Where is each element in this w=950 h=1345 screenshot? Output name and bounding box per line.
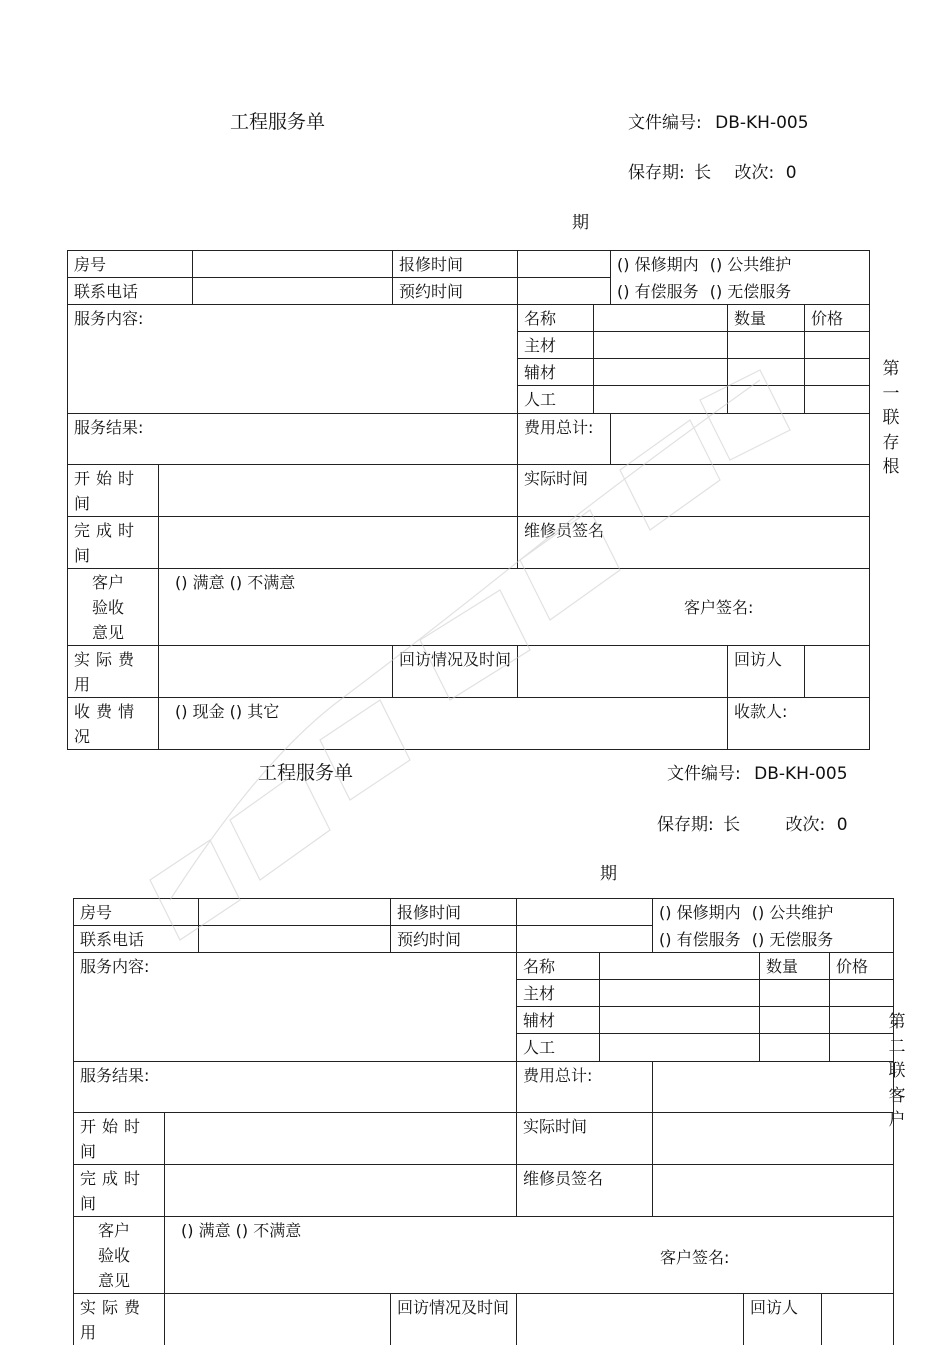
customer-sign-label: 客户签名:	[684, 598, 754, 617]
form2-table	[73, 898, 894, 1345]
service-content-label[interactable]: 服务内容:	[74, 953, 517, 1062]
material-aux-price[interactable]	[805, 359, 870, 386]
actual-fee-value[interactable]	[165, 1294, 391, 1345]
labor-qty[interactable]	[728, 386, 805, 414]
qty-label: 数量	[760, 953, 830, 980]
form1-side-label	[879, 357, 903, 480]
form1-table	[67, 250, 870, 750]
start-time-label: 开始时间	[68, 465, 159, 517]
actual-time-value[interactable]	[653, 1113, 894, 1165]
acceptance-line: 验收	[98, 1246, 131, 1265]
labor-qty[interactable]	[760, 1034, 830, 1062]
material-main-qty[interactable]	[760, 980, 830, 1007]
acceptance-line: 验收	[92, 598, 125, 617]
acceptance-area	[159, 569, 870, 646]
start-time-label: 开始时间	[74, 1113, 165, 1165]
revisitor-value[interactable]	[805, 646, 870, 698]
material-main-qty[interactable]	[728, 332, 805, 359]
option-warranty[interactable]: () 保修期内	[617, 255, 699, 274]
labor-label: 人工	[518, 386, 594, 414]
room-value[interactable]	[199, 899, 391, 926]
total-fee-value[interactable]	[653, 1062, 894, 1113]
room-value[interactable]	[193, 251, 393, 278]
name-label: 名称	[518, 305, 594, 332]
file-no-value: DB-KH-005	[715, 113, 809, 133]
option-warranty[interactable]: () 保修期内	[659, 903, 741, 922]
labor-name[interactable]	[594, 386, 728, 414]
material-aux-price[interactable]	[830, 1007, 894, 1034]
appointment-label: 预约时间	[393, 278, 518, 305]
name-header-blank	[594, 305, 728, 332]
finish-time-label: 完成时间	[68, 517, 159, 569]
side-char: 第	[888, 1012, 906, 1032]
price-label: 价格	[805, 305, 870, 332]
revision-value: 0	[785, 163, 797, 183]
labor-price[interactable]	[805, 386, 870, 414]
acceptance-line: 客户	[92, 573, 125, 592]
start-time-value[interactable]	[159, 465, 518, 517]
start-time-value[interactable]	[165, 1113, 517, 1165]
charge-label: 收费情况	[68, 698, 159, 750]
total-fee-value[interactable]	[611, 414, 870, 465]
service-content-label[interactable]: 服务内容:	[68, 305, 518, 414]
file-no-label: 文件编号:	[628, 113, 702, 133]
phone-label: 联系电话	[68, 278, 193, 305]
phone-value[interactable]	[199, 926, 391, 953]
material-main-price[interactable]	[830, 980, 894, 1007]
option-paid[interactable]: () 有偿服务	[617, 281, 699, 301]
acceptance-line: 意见	[92, 623, 125, 642]
material-main-name[interactable]	[594, 332, 728, 359]
phone-value[interactable]	[193, 278, 393, 305]
form2-retention	[657, 815, 848, 835]
finish-time-label: 完成时间	[74, 1165, 165, 1217]
name-label: 名称	[517, 953, 600, 980]
retention-label: 保存期:	[657, 815, 714, 835]
material-main-label: 主材	[517, 980, 600, 1007]
phone-label: 联系电话	[74, 926, 199, 953]
revision-label: 改次:	[785, 815, 826, 835]
service-result-label[interactable]: 服务结果:	[68, 414, 518, 465]
side-char: 第	[882, 359, 900, 379]
acceptance-label	[68, 569, 159, 646]
material-aux-name[interactable]	[594, 359, 728, 386]
side-char: 联	[888, 1061, 906, 1081]
repairer-sign-label: 维修员签名	[517, 1165, 653, 1217]
material-aux-label: 辅材	[517, 1007, 600, 1034]
labor-price[interactable]	[830, 1034, 894, 1062]
revision-value: 0	[836, 815, 848, 835]
report-time-label: 报修时间	[393, 251, 518, 278]
service-type-options-2	[611, 278, 870, 305]
price-label: 价格	[830, 953, 894, 980]
actual-fee-value[interactable]	[159, 646, 393, 698]
revisitor-label: 回访人	[728, 646, 805, 698]
total-fee-label: 费用总计:	[518, 414, 611, 465]
form1-retention	[628, 163, 797, 183]
revisit-label: 回访情况及时间	[393, 646, 518, 698]
side-char: 户	[888, 1110, 906, 1130]
form1-title: 工程服务单	[230, 111, 326, 133]
service-type-options	[653, 899, 894, 926]
report-time-value[interactable]	[518, 251, 611, 278]
labor-name[interactable]	[600, 1034, 760, 1062]
form2-title: 工程服务单	[258, 762, 354, 784]
option-paid[interactable]: () 有偿服务	[659, 929, 741, 949]
form1-date-label: 期	[572, 213, 589, 233]
file-no-label: 文件编号:	[667, 764, 741, 784]
material-main-price[interactable]	[805, 332, 870, 359]
repairer-sign-value[interactable]	[653, 1165, 894, 1217]
revisit-label: 回访情况及时间	[391, 1294, 517, 1345]
actual-time-label[interactable]: 实际时间	[518, 465, 870, 517]
material-main-label: 主材	[518, 332, 594, 359]
side-char: 二	[888, 1036, 906, 1057]
material-aux-qty[interactable]	[760, 1007, 830, 1034]
side-char: 一	[882, 383, 900, 404]
service-type-options	[611, 251, 870, 278]
report-time-label: 报修时间	[391, 899, 517, 926]
actual-fee-label: 实际费用	[68, 646, 159, 698]
charge-options-cell	[159, 698, 728, 750]
report-time-value[interactable]	[517, 899, 653, 926]
option-public[interactable]: () 公共维护	[751, 903, 834, 922]
actual-time-label: 实际时间	[517, 1113, 653, 1165]
option-public[interactable]: () 公共维护	[709, 255, 792, 274]
side-char: 根	[882, 457, 900, 477]
material-aux-label: 辅材	[518, 359, 594, 386]
option-free[interactable]: () 无偿服务	[709, 281, 792, 301]
finish-time-value[interactable]	[165, 1165, 517, 1217]
service-type-options-2	[653, 926, 894, 953]
finish-time-value[interactable]	[159, 517, 518, 569]
repairer-sign-label[interactable]: 维修员签名	[518, 517, 870, 569]
retention-value: 长	[694, 163, 712, 183]
room-label: 房号	[74, 899, 199, 926]
labor-label: 人工	[517, 1034, 600, 1062]
material-aux-name[interactable]	[600, 1007, 760, 1034]
option-free[interactable]: () 无偿服务	[751, 929, 834, 949]
acceptance-area	[165, 1217, 894, 1294]
material-aux-qty[interactable]	[728, 359, 805, 386]
revisitor-value[interactable]	[822, 1294, 894, 1345]
retention-label: 保存期:	[628, 163, 685, 183]
satisfaction-options[interactable]: () 满意 () 不满意	[181, 1221, 302, 1240]
appointment-label: 预约时间	[391, 926, 517, 953]
revision-label: 改次:	[734, 163, 775, 183]
name-header-blank	[600, 953, 760, 980]
charge-options[interactable]: () 现金 () 其它	[175, 702, 280, 721]
customer-sign-label: 客户签名:	[660, 1248, 730, 1267]
payee-label[interactable]: 收款人:	[728, 698, 870, 750]
acceptance-line: 客户	[98, 1221, 131, 1240]
side-char: 联	[882, 408, 900, 428]
actual-fee-label: 实际费用	[74, 1294, 165, 1345]
acceptance-line: 意见	[98, 1271, 131, 1290]
appointment-value[interactable]	[517, 926, 653, 953]
revisit-value[interactable]	[517, 1294, 744, 1345]
form2-date-label: 期	[600, 864, 617, 884]
room-label: 房号	[68, 251, 193, 278]
acceptance-label	[74, 1217, 165, 1294]
material-main-name[interactable]	[600, 980, 760, 1007]
form1-file-no	[628, 113, 809, 133]
revisit-value[interactable]	[518, 646, 728, 698]
form2-file-no	[667, 764, 848, 784]
file-no-value: DB-KH-005	[754, 764, 848, 784]
service-result-label[interactable]: 服务结果:	[74, 1062, 517, 1113]
retention-value: 长	[723, 815, 741, 835]
total-fee-label: 费用总计:	[517, 1062, 653, 1113]
appointment-value[interactable]	[518, 278, 611, 305]
satisfaction-options[interactable]: () 满意 () 不满意	[175, 573, 296, 592]
side-char: 存	[882, 432, 900, 453]
qty-label: 数量	[728, 305, 805, 332]
side-char: 客	[888, 1085, 906, 1106]
revisitor-label: 回访人	[744, 1294, 822, 1345]
